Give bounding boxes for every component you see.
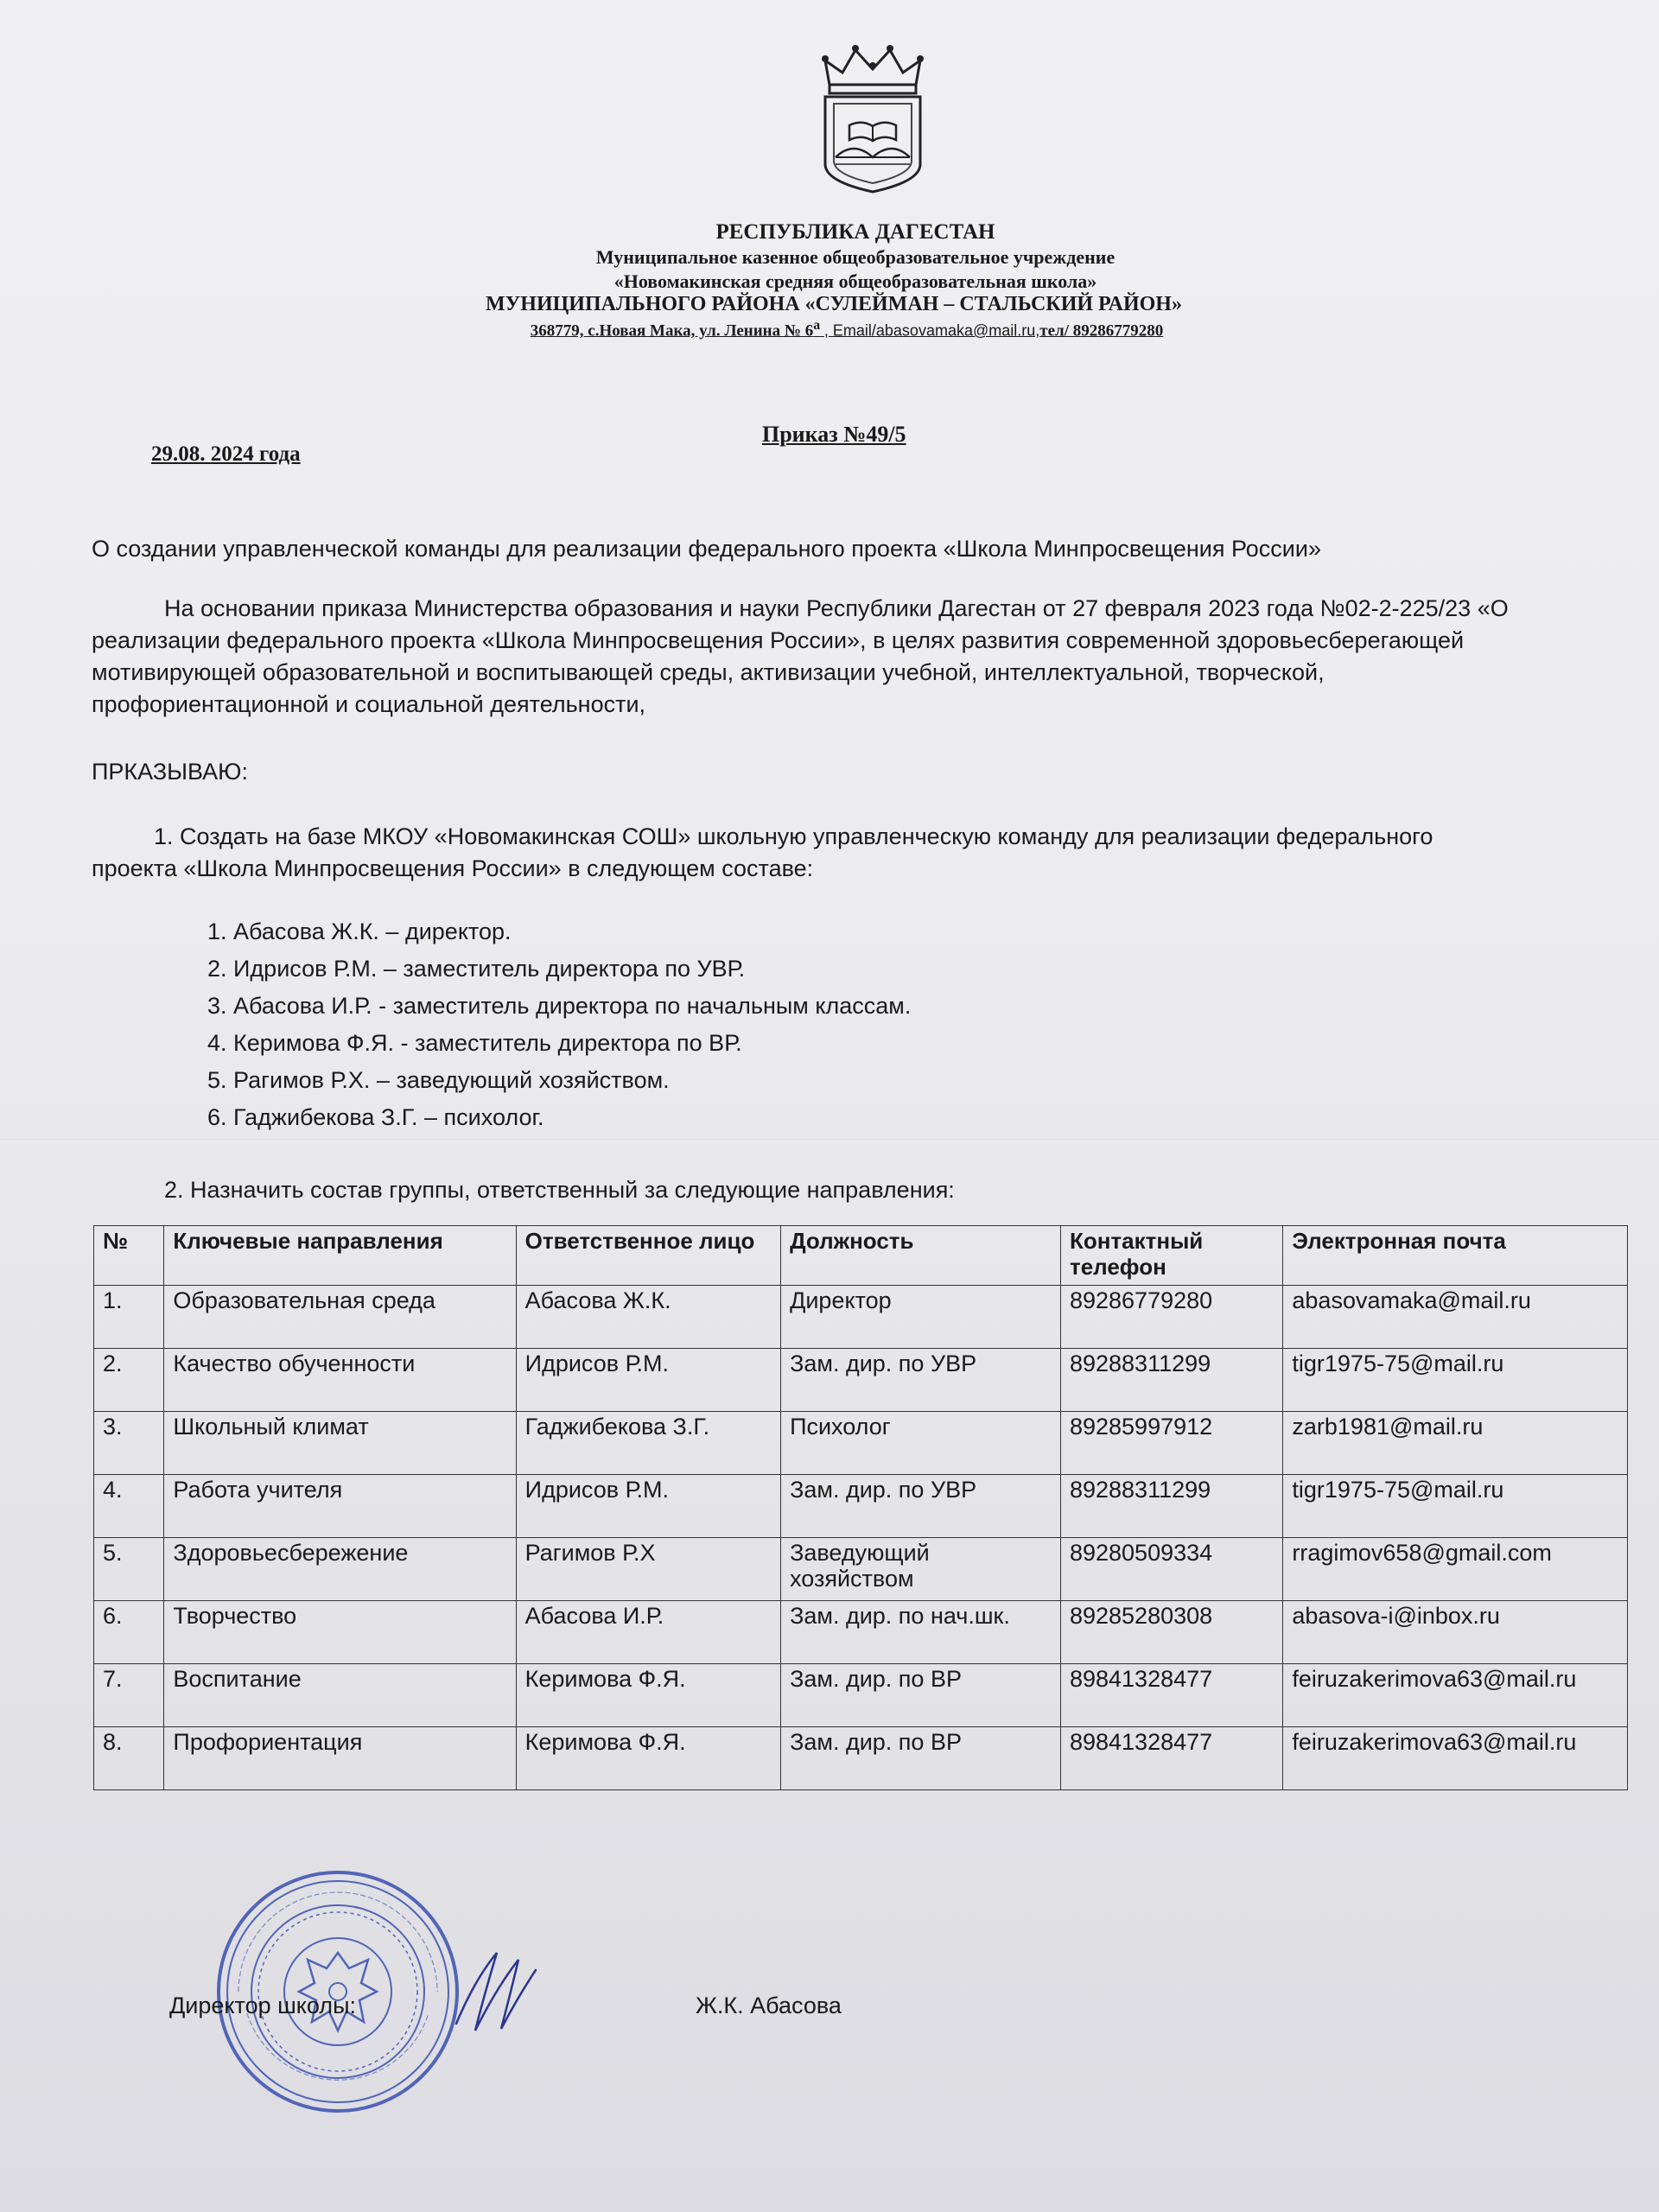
district-name: МУНИЦИПАЛЬНОГО РАЙОНА «СУЛЕЙМАН – СТАЛЬСКИЙ РАЙОН»	[486, 293, 1182, 315]
address-text: 368779, с.Новая Мака, ул. Ленина № 6	[530, 321, 814, 340]
cell-direction: Здоровьесбережение	[164, 1538, 516, 1601]
cell-direction: Качество обученности	[164, 1349, 516, 1412]
table-row	[94, 1349, 1628, 1412]
address-line	[35, 318, 1659, 340]
phone-text: тел/ 89286779280	[1039, 321, 1164, 340]
cell-person: Идрисов Р.М.	[516, 1349, 780, 1412]
cell-direction: Профориентация	[164, 1727, 516, 1790]
cell-email: feiruzakerimova63@mail.ru	[1283, 1664, 1628, 1727]
col-header-person: Ответственное лицо	[516, 1226, 780, 1286]
signatory-name: Ж.К. Абасова	[696, 1993, 842, 2018]
item-2-text: 2. Назначить состав группы, ответственный за следующие направления:	[164, 1177, 955, 1203]
coat-of-arms-icon	[817, 43, 929, 194]
list-item: 6. Гаджибекова З.Г. – психолог.	[207, 1104, 544, 1130]
cell-email: abasovamaka@mail.ru	[1283, 1286, 1628, 1349]
cell-email: tigr1975-75@mail.ru	[1283, 1349, 1628, 1412]
col-header-number: №	[94, 1226, 164, 1286]
cell-email: tigr1975-75@mail.ru	[1283, 1475, 1628, 1538]
cell-person: Абасова Ж.К.	[516, 1286, 780, 1349]
cell-position: Зам. дир. по УВР	[781, 1349, 1061, 1412]
table-row	[94, 1538, 1628, 1601]
cell-person: Гаджибекова З.Г.	[516, 1412, 780, 1475]
team-members-list	[207, 913, 911, 1136]
cell-number: 6.	[94, 1601, 164, 1664]
cell-position: Директор	[781, 1286, 1061, 1349]
cell-phone: 89841328477	[1060, 1664, 1282, 1727]
cell-position: Заведующий хозяйством	[781, 1538, 1061, 1601]
cell-number: 4.	[94, 1475, 164, 1538]
table-header-row	[94, 1226, 1628, 1286]
cell-person: Идрисов Р.М.	[516, 1475, 780, 1538]
cell-phone: 89288311299	[1060, 1349, 1282, 1412]
table-row	[94, 1601, 1628, 1664]
cell-number: 2.	[94, 1349, 164, 1412]
cell-phone: 89285997912	[1060, 1412, 1282, 1475]
cell-position: Зам. дир. по ВР	[781, 1727, 1061, 1790]
cell-number: 3.	[94, 1412, 164, 1475]
cell-email: zarb1981@mail.ru	[1283, 1412, 1628, 1475]
order-date: 29.08. 2024 года	[151, 442, 301, 466]
letterhead	[0, 220, 1659, 340]
cell-phone: 89841328477	[1060, 1727, 1282, 1790]
cell-person: Керимова Ф.Я.	[516, 1727, 780, 1790]
email-text: , Email/abasovamaka@mail.ru,	[823, 321, 1040, 340]
cell-direction: Работа учителя	[164, 1475, 516, 1538]
cell-phone: 89288311299	[1060, 1475, 1282, 1538]
official-seal-icon	[213, 1866, 463, 2117]
col-header-position: Должность	[781, 1226, 1061, 1286]
handwritten-signature-icon	[449, 1944, 544, 2039]
table-row	[94, 1664, 1628, 1727]
institution-line-2: «Новомакинская средняя общеобразовательная школа»	[613, 270, 1097, 292]
paper-fold	[0, 1139, 1659, 1141]
list-item: 2. Идрисов Р.М. – заместитель директора по УВР.	[207, 956, 746, 982]
cell-phone: 89286779280	[1060, 1286, 1282, 1349]
col-header-phone: Контактный телефон	[1060, 1226, 1282, 1286]
institution-line-1: Муниципальное казенное общеобразовательное учреждение	[595, 246, 1116, 268]
preamble-paragraph: На основании приказа Министерства образования и науки Республики Дагестан от 27 февраля 2023 года №02-2-225/23 «О реализации федерального проекта «Школа Минпросвещения России», в целях развития современной здоровьесберегающей мотивирующей образовательной и воспитывающей среды, активизации учебной, интеллектуальной, творческой, профориентационной и социальной деятельности,	[92, 595, 1509, 717]
cell-position: Зам. дир. по ВР	[781, 1664, 1061, 1727]
cell-direction: Воспитание	[164, 1664, 516, 1727]
table-row	[94, 1475, 1628, 1538]
address-sup: а	[813, 318, 821, 333]
cell-number: 7.	[94, 1664, 164, 1727]
table-row	[94, 1727, 1628, 1790]
item-1-text: 1. Создать на базе МКОУ «Новомакинская СОШ» школьную управленческую команду для реализации федерального проекта «Школа Минпросвещения России» в следующем составе:	[92, 823, 1433, 881]
directions-table	[93, 1225, 1628, 1790]
col-header-direction: Ключевые направления	[164, 1226, 516, 1286]
order-word: ПРКАЗЫВАЮ:	[92, 759, 248, 785]
cell-phone: 89285280308	[1060, 1601, 1282, 1664]
republic-name: РЕСПУБЛИКА ДАГЕСТАН	[715, 220, 995, 244]
list-item: 1. Абасова Ж.К. – директор.	[207, 918, 512, 944]
list-item: 4. Керимова Ф.Я. - заместитель директора по ВР.	[207, 1030, 742, 1056]
cell-email: feiruzakerimova63@mail.ru	[1283, 1727, 1628, 1790]
cell-number: 5.	[94, 1538, 164, 1601]
cell-number: 8.	[94, 1727, 164, 1790]
list-item: 3. Абасова И.Р. - заместитель директора по начальным классам.	[207, 993, 912, 1019]
cell-position: Психолог	[781, 1412, 1061, 1475]
table-row	[94, 1286, 1628, 1349]
cell-phone: 89280509334	[1060, 1538, 1282, 1601]
order-title: Приказ №49/5	[762, 422, 906, 447]
signature-label: Директор школы:	[169, 1993, 356, 2018]
cell-direction: Образовательная среда	[164, 1286, 516, 1349]
cell-person: Рагимов Р.Х	[516, 1538, 780, 1601]
cell-email: rragimov658@gmail.com	[1283, 1538, 1628, 1601]
cell-direction: Творчество	[164, 1601, 516, 1664]
cell-person: Абасова И.Р.	[516, 1601, 780, 1664]
cell-email: abasova-i@inbox.ru	[1283, 1601, 1628, 1664]
col-header-email: Электронная почта	[1283, 1226, 1628, 1286]
order-subject: О создании управленческой команды для реализации федерального проекта «Школа Минпросвещения России»	[92, 536, 1321, 562]
cell-direction: Школьный климат	[164, 1412, 516, 1475]
cell-person: Керимова Ф.Я.	[516, 1664, 780, 1727]
cell-position: Зам. дир. по УВР	[781, 1475, 1061, 1538]
cell-position: Зам. дир. по нач.шк.	[781, 1601, 1061, 1664]
list-item: 5. Рагимов Р.Х. – заведующий хозяйством.	[207, 1067, 670, 1093]
cell-number: 1.	[94, 1286, 164, 1349]
table-row	[94, 1412, 1628, 1475]
